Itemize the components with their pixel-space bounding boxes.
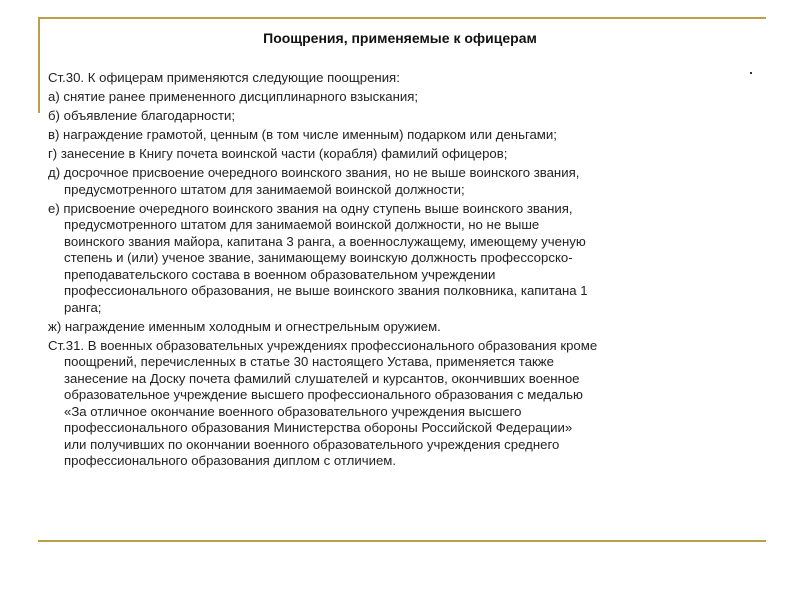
text-line: Ст.31. В военных образовательных учреждениях профессионального образования кроме: [48, 337, 598, 353]
text-line: «За отличное окончание военного образовательного учреждения высшего: [64, 403, 522, 419]
top-border-line: [38, 17, 766, 19]
paragraph-art31: [48, 338, 748, 470]
paragraph-item-a: [48, 89, 748, 106]
text-line: профессионального образования, не выше воинского звания полковника, капитана 1: [64, 283, 588, 298]
text-line: д) досрочное присвоение очередного воинского звания, но не выше воинского звания,: [48, 165, 580, 180]
text-line: г) занесение в Книгу почета воинской части (корабля) фамилий офицеров;: [48, 146, 508, 161]
text-line: профессионального образования Министерства обороны Российской Федерации»: [64, 420, 573, 435]
paragraph-item-g: [48, 146, 748, 163]
paragraph-item-b: [48, 108, 748, 125]
text-line: преподавательского состава в военном образовательном учреждении: [64, 266, 496, 282]
text-line: воинского звания майора, капитана 3 ранга, а военнослужащему, имеющему ученую: [64, 233, 586, 249]
document-body: [48, 70, 748, 472]
text-line: ранга;: [64, 299, 102, 315]
paragraph-item-v: [48, 127, 748, 144]
text-line: ж) награждение именным холодным и огнестрельным оружием.: [48, 318, 441, 334]
text-line: предусмотренного штатом для занимаемой воинской должности;: [64, 181, 465, 197]
text-line: б) объявление благодарности;: [48, 108, 236, 123]
text-line: степень и (или) ученое звание, занимающему воинскую должность профессорско-: [64, 250, 573, 265]
decorative-dot: [750, 72, 752, 74]
text-line: е) присвоение очередного воинского звания на одну ступень выше воинского звания,: [48, 200, 573, 216]
page-title: Поощрения, применяемые к офицерам: [263, 30, 537, 46]
text-line: Ст.30. К офицерам применяются следующие поощрения:: [48, 70, 400, 85]
paragraph-item-e: [48, 201, 748, 317]
text-line: а) снятие ранее примененного дисциплинарного взыскания;: [48, 89, 419, 104]
text-line: поощрений, перечисленных в статье 30 настоящего Устава, применяется также: [64, 354, 554, 369]
paragraph-art30-intro: [48, 70, 748, 87]
text-line: или получивших по окончании военного образовательного учреждения среднего: [64, 436, 560, 452]
paragraph-item-zh: [48, 319, 748, 336]
paragraph-item-d: [48, 165, 748, 198]
text-line: в) награждение грамотой, ценным (в том числе именным) подарком или деньгами;: [48, 127, 557, 142]
text-line: предусмотренного штатом для занимаемой воинской должности, но не выше: [64, 217, 540, 232]
text-line: занесение на Доску почета фамилий слушателей и курсантов, окончивших военное: [64, 370, 580, 386]
text-line: образовательное учреждение высшего профессионального образования с медалью: [64, 387, 583, 402]
text-line: профессионального образования диплом с отличием.: [64, 453, 397, 468]
bottom-border-line: [38, 540, 766, 542]
